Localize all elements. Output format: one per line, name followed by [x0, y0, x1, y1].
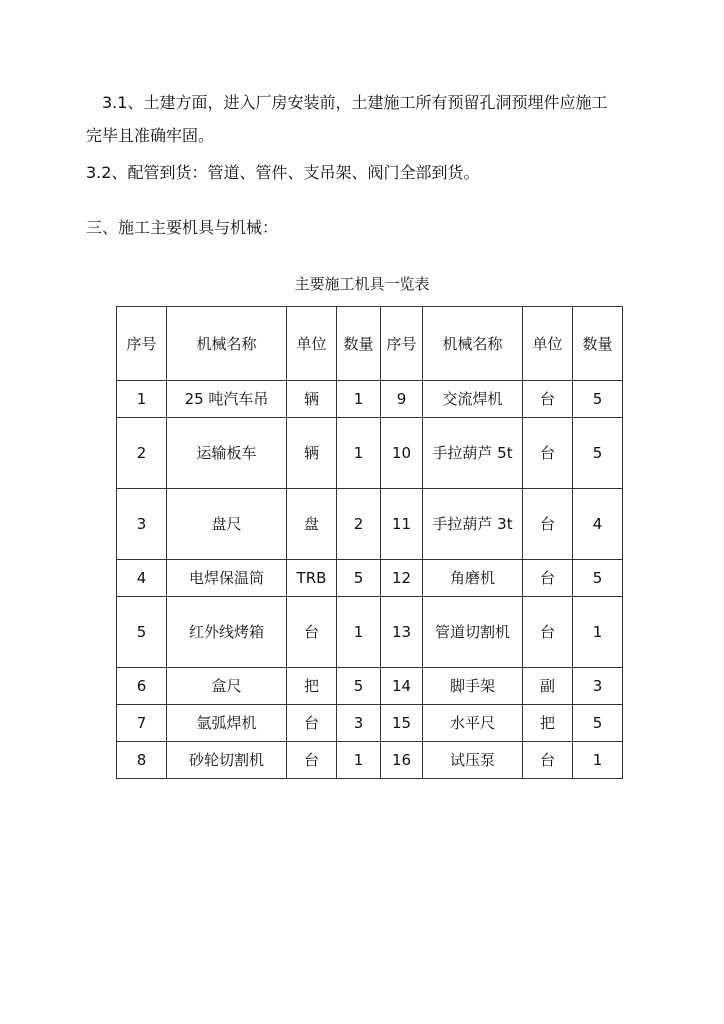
header-cell: 数量: [337, 307, 381, 381]
table-cell: 1: [337, 597, 381, 668]
table-cell: 交流焊机: [423, 381, 523, 418]
table-cell: 辆: [287, 418, 337, 489]
header-cell: 序号: [381, 307, 423, 381]
table-cell: 台: [523, 742, 573, 779]
table-cell: 红外线烤箱: [167, 597, 287, 668]
table-cell: 4: [573, 489, 623, 560]
table-cell: TRB: [287, 560, 337, 597]
table-cell: 7: [117, 705, 167, 742]
table-cell: 水平尺: [423, 705, 523, 742]
paragraph-3-1-line-2: 完毕且准确牢固。: [86, 126, 215, 145]
table-cell: 把: [523, 705, 573, 742]
table-cell: 5: [573, 418, 623, 489]
table-row: [117, 668, 623, 705]
table-cell: 盒尺: [167, 668, 287, 705]
table-cell: 砂轮切割机: [167, 742, 287, 779]
table-cell: 辆: [287, 381, 337, 418]
header-cell: 机械名称: [167, 307, 287, 381]
table-cell: 5: [337, 668, 381, 705]
table-cell: 副: [523, 668, 573, 705]
table-row: [117, 560, 623, 597]
table-cell: 25 吨汽车吊: [167, 381, 287, 418]
table-caption: 主要施工机具一览表: [294, 275, 430, 293]
table-cell: 1: [117, 381, 167, 418]
table-cell: 盘: [287, 489, 337, 560]
table-row: [117, 489, 623, 560]
header-cell: 机械名称: [423, 307, 523, 381]
table-cell: 3: [573, 668, 623, 705]
table-cell: 台: [523, 489, 573, 560]
table-cell: 角磨机: [423, 560, 523, 597]
table-cell: 6: [117, 668, 167, 705]
equipment-table: [116, 306, 623, 779]
table-cell: 盘尺: [167, 489, 287, 560]
table-cell: 15: [381, 705, 423, 742]
table-cell: 台: [523, 381, 573, 418]
table-cell: 电焊保温筒: [167, 560, 287, 597]
header-cell: 单位: [523, 307, 573, 381]
table-row: [117, 705, 623, 742]
table-cell: 5: [573, 705, 623, 742]
header-cell: 单位: [287, 307, 337, 381]
table-cell: 氩弧焊机: [167, 705, 287, 742]
table-cell: 10: [381, 418, 423, 489]
table-cell: 脚手架: [423, 668, 523, 705]
table-cell: 2: [117, 418, 167, 489]
table-cell: 8: [117, 742, 167, 779]
table-cell: 台: [287, 705, 337, 742]
table-cell: 1: [573, 597, 623, 668]
table-cell: 12: [381, 560, 423, 597]
table-cell: 5: [573, 381, 623, 418]
header-cell: 数量: [573, 307, 623, 381]
table-row: [117, 597, 623, 668]
paragraph-3-1-line-1: 3.1、土建方面，进入厂房安装前，土建施工所有预留孔洞预埋件应施工: [102, 93, 608, 112]
table-cell: 把: [287, 668, 337, 705]
table-cell: 试压泵: [423, 742, 523, 779]
table-cell: 台: [523, 597, 573, 668]
table-cell: 2: [337, 489, 381, 560]
table-cell: 5: [573, 560, 623, 597]
table-row: [117, 742, 623, 779]
section-3-heading: 三、施工主要机具与机械：: [86, 218, 279, 237]
table-cell: 台: [523, 418, 573, 489]
table-cell: 5: [117, 597, 167, 668]
table-cell: 1: [573, 742, 623, 779]
table-cell: 1: [337, 418, 381, 489]
table-cell: 1: [337, 381, 381, 418]
table-cell: 13: [381, 597, 423, 668]
table-cell: 手拉葫芦 5t: [423, 418, 523, 489]
table-cell: 运输板车: [167, 418, 287, 489]
table-cell: 9: [381, 381, 423, 418]
paragraph-3-2: 3.2、配管到货：管道、管件、支吊架、阀门全部到货。: [86, 163, 480, 182]
table-cell: 3: [337, 705, 381, 742]
table-row: [117, 418, 623, 489]
table-cell: 台: [287, 597, 337, 668]
table-cell: 台: [287, 742, 337, 779]
table-cell: 管道切割机: [423, 597, 523, 668]
table-cell: 14: [381, 668, 423, 705]
table-cell: 11: [381, 489, 423, 560]
header-cell: 序号: [117, 307, 167, 381]
table-cell: 手拉葫芦 3t: [423, 489, 523, 560]
table-cell: 16: [381, 742, 423, 779]
table-cell: 台: [523, 560, 573, 597]
table-cell: 3: [117, 489, 167, 560]
table-cell: 5: [337, 560, 381, 597]
table-cell: 1: [337, 742, 381, 779]
table-row: [117, 381, 623, 418]
table-header-row: [117, 307, 623, 381]
table-cell: 4: [117, 560, 167, 597]
